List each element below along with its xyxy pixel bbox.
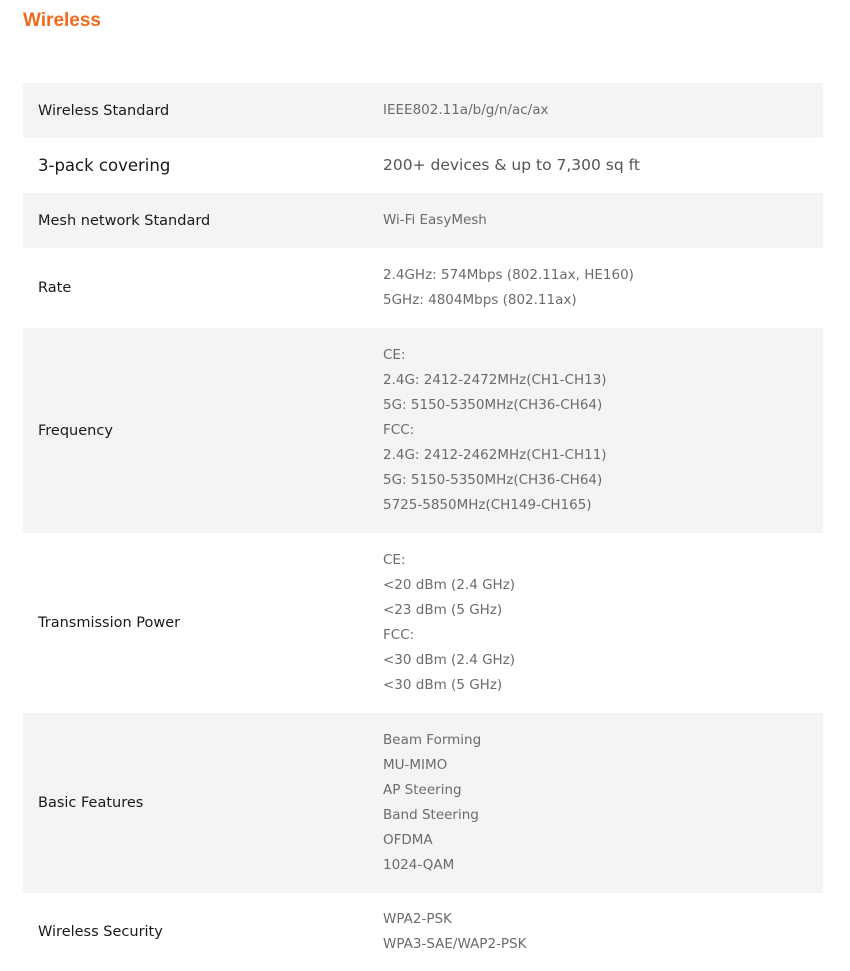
spec-value-line: Wi-Fi EasyMesh bbox=[383, 212, 487, 228]
spec-value bbox=[383, 548, 515, 698]
spec-value-line: CE: bbox=[383, 347, 406, 363]
spec-value-line: 5GHz: 4804Mbps (802.11ax) bbox=[383, 292, 577, 308]
spec-value bbox=[383, 153, 640, 178]
spec-row-rate bbox=[23, 248, 823, 328]
spec-value-line: 5725-5850MHz(CH149-CH165) bbox=[383, 497, 592, 513]
spec-label: Transmission Power bbox=[38, 615, 181, 631]
spec-value bbox=[383, 208, 487, 233]
spec-label: Basic Features bbox=[38, 795, 144, 811]
spec-label: Wireless Standard bbox=[38, 102, 170, 119]
spec-row-wireless-security bbox=[23, 893, 823, 971]
spec-value bbox=[383, 343, 607, 518]
section-title: Wireless bbox=[23, 10, 101, 31]
spec-value bbox=[383, 907, 526, 957]
spec-value-line: 2.4G: 2412-2472MHz(CH1-CH13) bbox=[383, 372, 607, 388]
spec-value-line: MU-MIMO bbox=[383, 757, 448, 773]
spec-value-line: FCC: bbox=[383, 422, 415, 438]
spec-value-line: AP Steering bbox=[383, 782, 462, 798]
spec-label: Mesh network Standard bbox=[38, 212, 211, 229]
spec-value-line: 5G: 5150-5350MHz(CH36-CH64) bbox=[383, 397, 603, 413]
spec-value-line: <30 dBm (5 GHz) bbox=[383, 677, 503, 693]
spec-label: Frequency bbox=[38, 422, 113, 439]
spec-value bbox=[383, 728, 481, 878]
spec-value-line: <23 dBm (5 GHz) bbox=[383, 602, 503, 618]
spec-value bbox=[383, 98, 548, 123]
spec-value-line: Band Steering bbox=[383, 807, 479, 823]
spec-value-line: <20 dBm (2.4 GHz) bbox=[383, 577, 516, 593]
spec-row-transmission-power bbox=[23, 533, 823, 713]
spec-value-line: 2.4GHz: 574Mbps (802.11ax, HE160) bbox=[383, 267, 634, 283]
spec-label: Rate bbox=[38, 280, 72, 296]
spec-value-line: Beam Forming bbox=[383, 732, 482, 748]
spec-label: Wireless Security bbox=[38, 924, 163, 940]
spec-value-line: 1024-QAM bbox=[383, 857, 455, 873]
spec-label: 3-pack covering bbox=[38, 156, 171, 175]
spec-value-line: 200+ devices & up to 7,300 sq ft bbox=[383, 156, 640, 174]
spec-row-basic-features bbox=[23, 713, 823, 893]
spec-table bbox=[23, 83, 823, 971]
spec-value-line: IEEE802.11a/b/g/n/ac/ax bbox=[383, 102, 549, 118]
spec-value-line: WPA2-PSK bbox=[383, 911, 452, 927]
spec-value bbox=[383, 263, 634, 313]
spec-row-wireless-standard bbox=[23, 83, 823, 138]
spec-row-mesh-network-standard bbox=[23, 193, 823, 248]
spec-value-line: CE: bbox=[383, 552, 406, 568]
spec-row-3-pack-covering bbox=[23, 138, 823, 193]
spec-value-line: 2.4G: 2412-2462MHz(CH1-CH11) bbox=[383, 447, 607, 463]
spec-value-line: WPA3-SAE/WAP2-PSK bbox=[383, 936, 527, 952]
spec-value-line: 5G: 5150-5350MHz(CH36-CH64) bbox=[383, 472, 603, 488]
spec-value-line: OFDMA bbox=[383, 832, 433, 848]
spec-value-line: <30 dBm (2.4 GHz) bbox=[383, 652, 516, 668]
spec-value-line: FCC: bbox=[383, 627, 415, 643]
spec-row-frequency bbox=[23, 328, 823, 533]
